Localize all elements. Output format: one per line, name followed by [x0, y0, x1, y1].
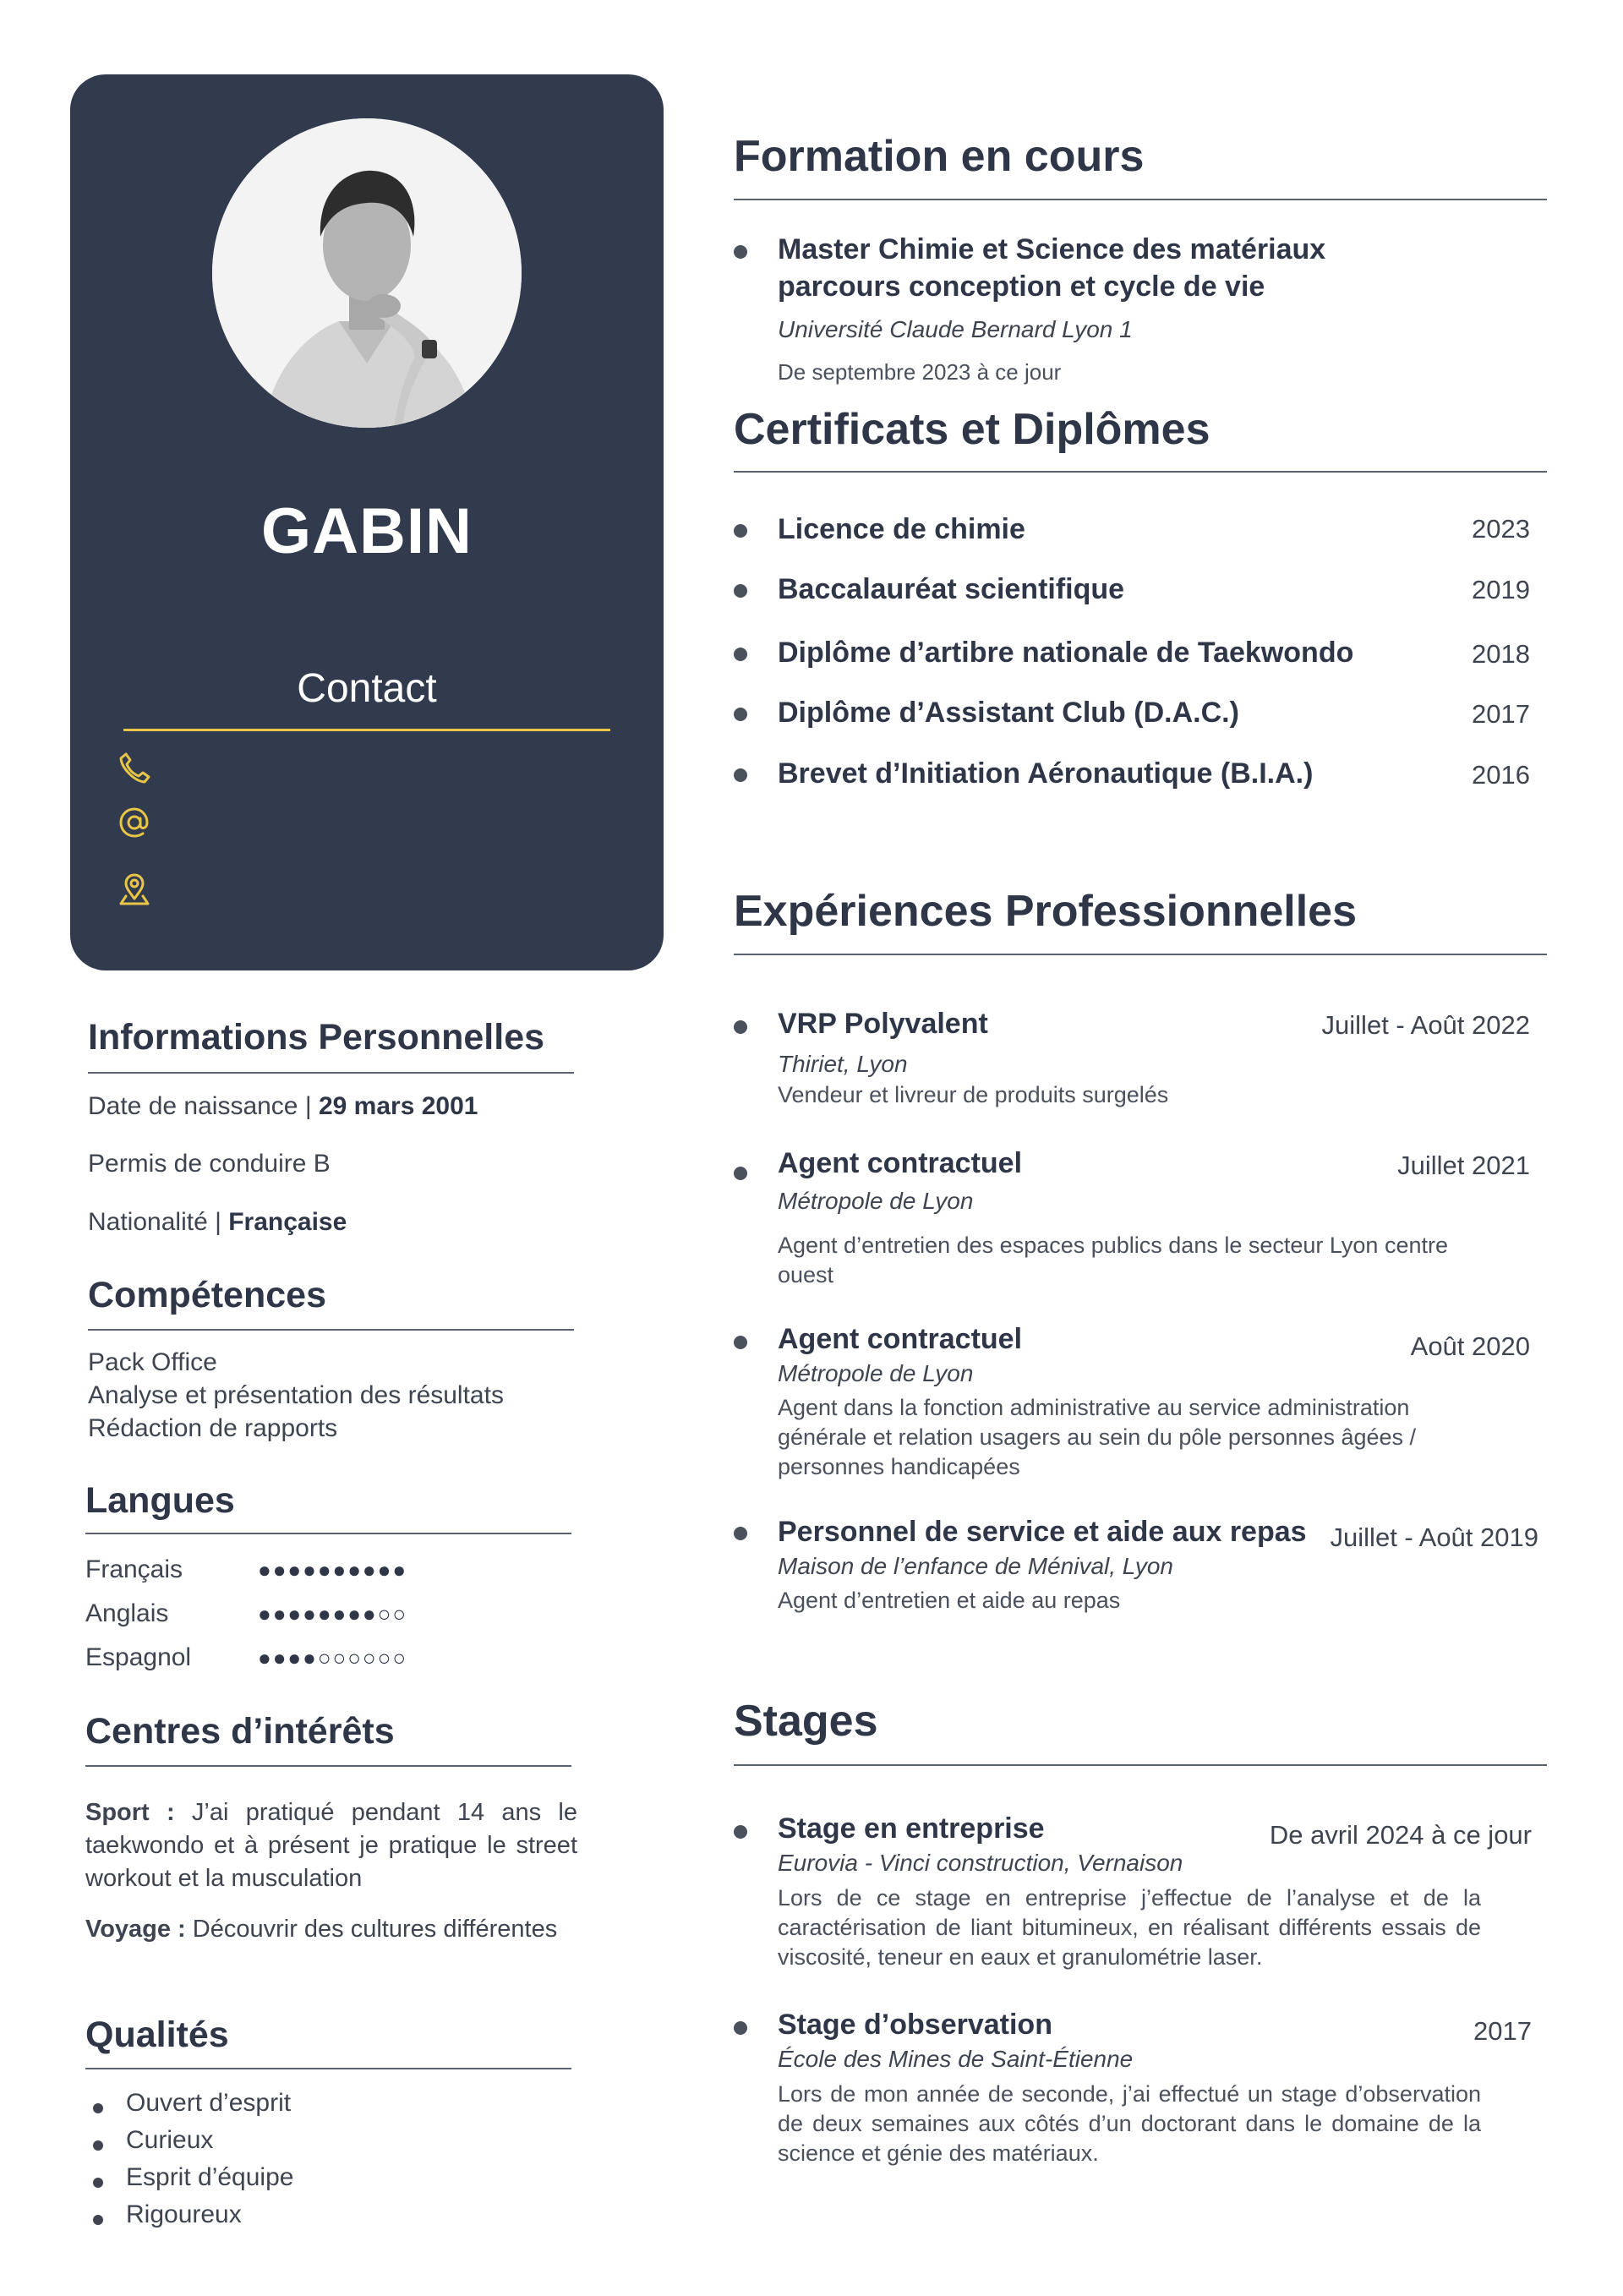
- bullet-icon: [93, 2215, 103, 2225]
- qualities-divider: [85, 2068, 571, 2069]
- certificate-year: 2023: [1472, 514, 1530, 544]
- experience-description: Agent d’entretien et aide au repas: [778, 1588, 1121, 1613]
- quality-item: Rigoureux: [126, 2200, 242, 2228]
- certificate-year: 2016: [1472, 760, 1530, 790]
- language-name: Anglais: [85, 1599, 169, 1627]
- internship-place: Eurovia - Vinci construction, Vernaison: [778, 1850, 1183, 1876]
- nationality-label: Nationalité |: [88, 1208, 229, 1236]
- certificate-year: 2017: [1472, 699, 1530, 729]
- skill-item: Analyse et présentation des résultats: [88, 1381, 504, 1409]
- education-period: De septembre 2023 à ce jour: [778, 359, 1062, 385]
- quality-item: Esprit d’équipe: [126, 2163, 294, 2191]
- nationality: [88, 1208, 347, 1237]
- internship-date: 2017: [1473, 2016, 1532, 2046]
- experience-place: Thiriet, Lyon: [778, 1051, 908, 1077]
- education-degree-line1: Master Chimie et Science des matériaux: [778, 233, 1326, 265]
- certificate-label: Licence de chimie: [778, 513, 1025, 545]
- profile-name: GABIN: [261, 495, 473, 567]
- experience-divider: [734, 954, 1547, 955]
- experience-description: Agent dans la fonction administrative au service administration générale et relation usagers au sein du pôle personnes âgées / personnes handicapées: [778, 1395, 1417, 1479]
- bullet-icon: [734, 1825, 747, 1839]
- internships-title: Stages: [734, 1697, 878, 1746]
- bullet-icon: [734, 648, 747, 661]
- location-pin-icon: [116, 871, 153, 908]
- internship-title: Stage en entreprise: [778, 1812, 1045, 1845]
- certificate-label: Diplôme d’artibre nationale de Taekwondo: [778, 637, 1354, 669]
- languages-divider: [85, 1533, 571, 1534]
- bullet-icon: [734, 1336, 747, 1349]
- bullet-icon: [93, 2178, 103, 2188]
- birth-date-label: Date de naissance |: [88, 1092, 319, 1120]
- qualities-title: Qualités: [85, 2014, 229, 2055]
- skills-divider: [88, 1329, 574, 1331]
- experience-date: Août 2020: [1410, 1331, 1530, 1361]
- profile-photo: [212, 118, 522, 428]
- certificates-divider: [734, 471, 1547, 473]
- bullet-icon: [734, 1020, 747, 1034]
- certificate-year: 2018: [1472, 639, 1530, 669]
- bullet-icon: [734, 1527, 747, 1540]
- experience-date: Juillet - Août 2019: [1330, 1522, 1538, 1552]
- interests-title: Centres d’intérêts: [85, 1711, 395, 1752]
- certificate-label: Brevet d’Initiation Aéronautique (B.I.A.): [778, 757, 1314, 790]
- experience-role: Agent contractuel: [778, 1323, 1023, 1355]
- interest-sport: [85, 1796, 577, 1895]
- language-level-dots: ●●●●○○○○○○: [258, 1645, 408, 1670]
- experience-role: Agent contractuel: [778, 1147, 1023, 1179]
- education-degree-line2: parcours conception et cycle de vie: [778, 271, 1265, 303]
- language-level-dots: ●●●●●●●●●●: [258, 1557, 408, 1583]
- certificate-year: 2019: [1472, 575, 1530, 604]
- experience-description: Agent d’entretien des espaces publics dans le secteur Lyon centre ouest: [778, 1233, 1448, 1287]
- certificates-title: Certificats et Diplômes: [734, 405, 1210, 454]
- bullet-icon: [734, 768, 747, 782]
- bullet-icon: [93, 2103, 103, 2113]
- email-at-icon: [116, 804, 153, 841]
- education-title: Formation en cours: [734, 132, 1145, 181]
- contact-title: Contact: [297, 666, 437, 711]
- profile-photo-image: [212, 118, 522, 428]
- language-name: Français: [85, 1555, 183, 1583]
- education-divider: [734, 199, 1547, 200]
- certificate-label: Baccalauréat scientifique: [778, 573, 1125, 605]
- bullet-icon: [734, 584, 747, 598]
- interest-travel-label: Voyage :: [85, 1916, 186, 1943]
- certificate-label: Diplôme d’Assistant Club (D.A.C.): [778, 697, 1239, 729]
- bullet-icon: [734, 245, 747, 259]
- interests-divider: [85, 1765, 571, 1767]
- skill-item: Pack Office: [88, 1348, 217, 1376]
- experience-date: Juillet 2021: [1397, 1151, 1530, 1180]
- interest-sport-text: J’ai pratiqué pendant 14 ans le taekwondo et à présent je pratique le street workout et la musculation: [85, 1799, 577, 1892]
- interest-sport-label: Sport :: [85, 1799, 175, 1826]
- personal-info-title: Informations Personnelles: [88, 1017, 545, 1058]
- skills-title: Compétences: [88, 1275, 326, 1315]
- quality-item: Curieux: [126, 2126, 214, 2154]
- internship-place: École des Mines de Saint-Étienne: [778, 2046, 1134, 2072]
- contact-divider: [123, 729, 610, 731]
- experience-role: Personnel de service et aide aux repas: [778, 1516, 1307, 1548]
- bullet-icon: [734, 708, 747, 721]
- personal-info-divider: [88, 1072, 574, 1074]
- birth-date-value: 29 mars 2001: [318, 1092, 478, 1120]
- language-level-dots: ●●●●●●●●○○: [258, 1601, 408, 1626]
- birth-date: [88, 1092, 478, 1121]
- bullet-icon: [734, 2021, 747, 2035]
- experience-place: Métropole de Lyon: [778, 1360, 974, 1386]
- education-school: Université Claude Bernard Lyon 1: [778, 316, 1133, 342]
- bullet-icon: [93, 2140, 103, 2151]
- driving-license: Permis de conduire B: [88, 1150, 331, 1178]
- experience-date: Juillet - Août 2022: [1321, 1010, 1530, 1040]
- language-name: Espagnol: [85, 1643, 192, 1671]
- internships-divider: [734, 1764, 1547, 1766]
- experience-role: VRP Polyvalent: [778, 1008, 988, 1040]
- phone-icon: [116, 749, 153, 786]
- bullet-icon: [734, 524, 747, 538]
- internship-title: Stage d’observation: [778, 2009, 1052, 2041]
- internship-description: Lors de mon année de seconde, j’ai effectué un stage d’observation de deux semaines aux côtés d’un doctorant dans le domaine de la science et génie des matériaux.: [778, 2081, 1481, 2166]
- quality-item: Ouvert d’esprit: [126, 2089, 292, 2117]
- experience-description: Vendeur et livreur de produits surgelés: [778, 1082, 1169, 1107]
- internship-description: Lors de ce stage en entreprise j’effectue de l’analyse et de la caractérisation de liant bitumineux, en réalisant différents essais de viscosité, teneur en eaux et granulométrie laser.: [778, 1885, 1481, 1970]
- interest-travel: [85, 1913, 577, 1946]
- experience-place: Maison de l’enfance de Ménival, Lyon: [778, 1553, 1174, 1579]
- internship-date: De avril 2024 à ce jour: [1269, 1820, 1532, 1850]
- experience-place: Métropole de Lyon: [778, 1188, 974, 1214]
- nationality-value: Française: [228, 1208, 347, 1236]
- experience-title: Expériences Professionnelles: [734, 887, 1358, 936]
- interest-travel-text: Découvrir des cultures différentes: [185, 1916, 558, 1943]
- skill-item: Rédaction de rapports: [88, 1414, 338, 1442]
- bullet-icon: [734, 1167, 747, 1180]
- languages-title: Langues: [85, 1480, 235, 1521]
